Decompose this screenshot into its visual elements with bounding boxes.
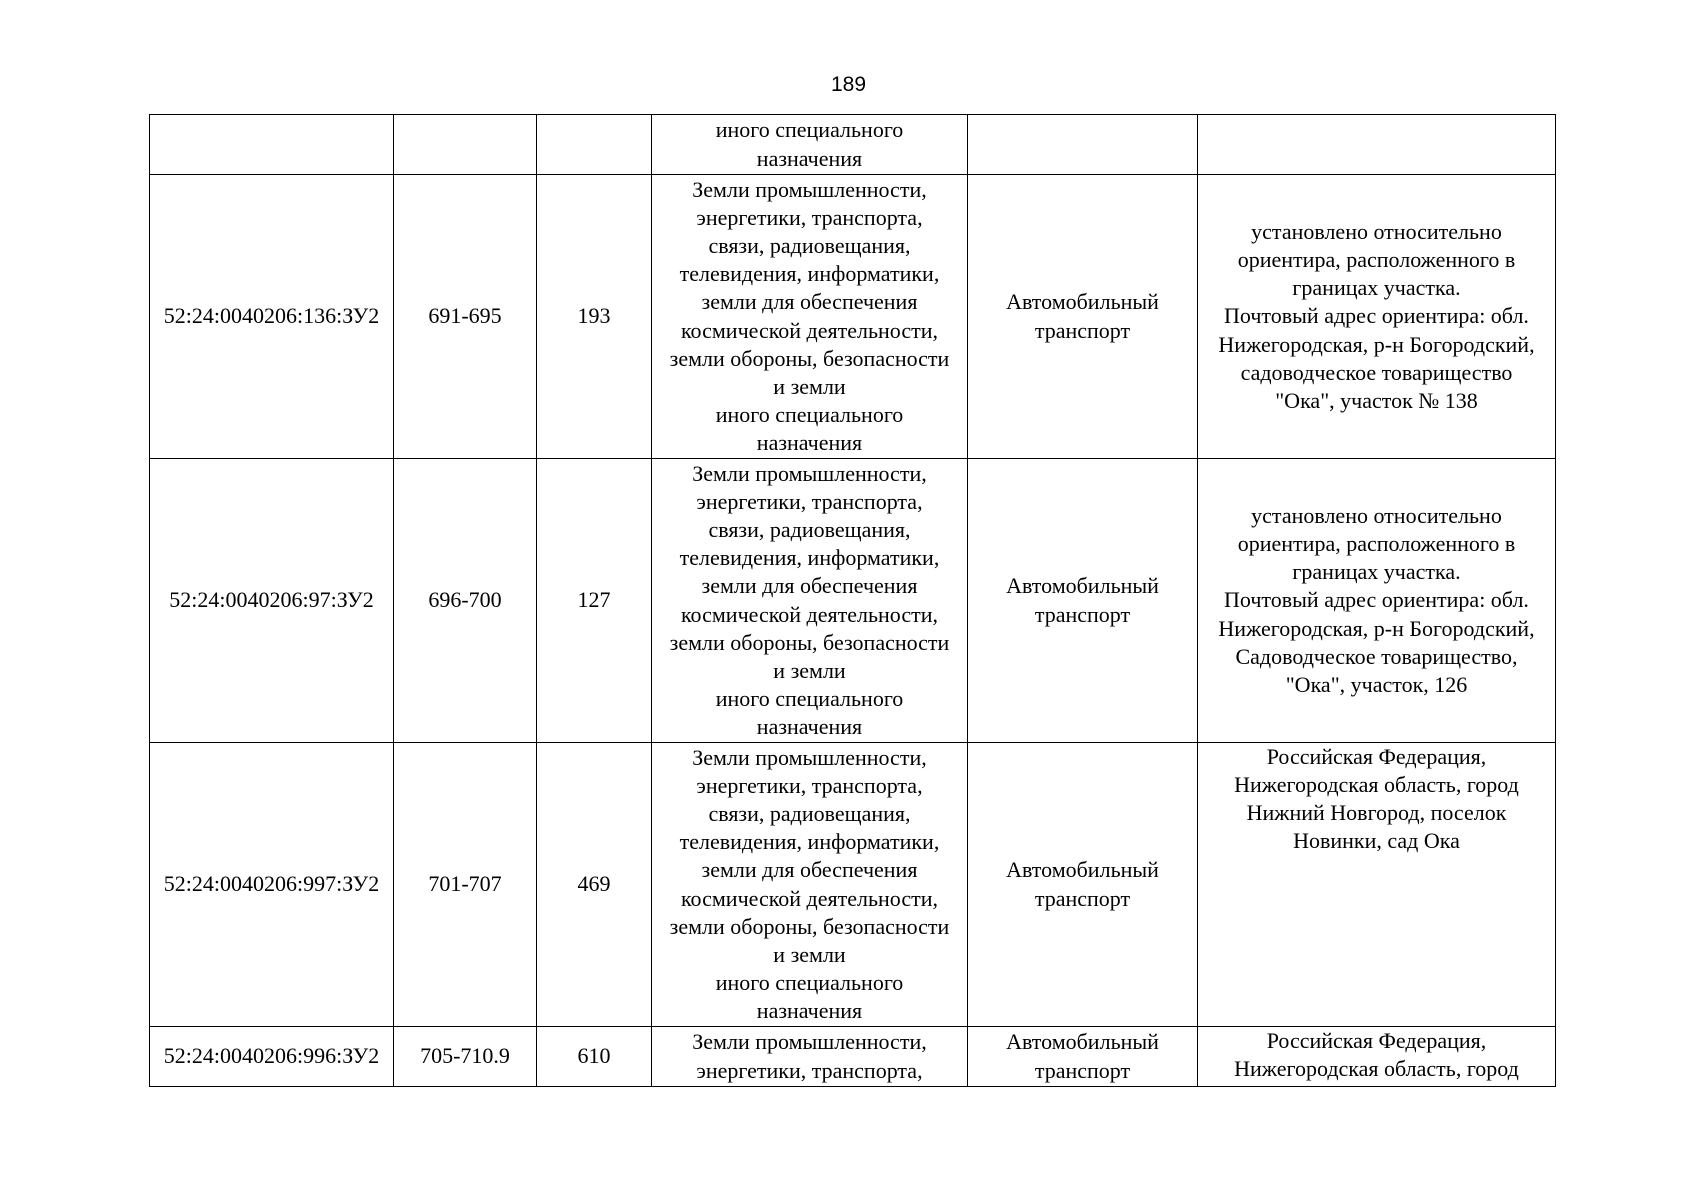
land-category-cell-line: космической деятельности, <box>680 601 938 627</box>
land-category-cell-line: телевидения, информатики, <box>679 261 940 287</box>
address-cell-line: Почтовый адрес ориентира: обл. <box>1224 303 1529 329</box>
area-cell: 127 <box>537 459 652 743</box>
table-row <box>150 459 1556 743</box>
land-category-cell-line: Земли промышленности, <box>692 461 927 487</box>
land-category-cell <box>652 115 968 175</box>
land-category-cell-line: космической деятельности, <box>680 317 938 343</box>
address-cell-line: ориентира, расположенного в <box>1237 247 1516 273</box>
address-cell-line: "Ока", участок, 126 <box>1285 671 1468 697</box>
permitted-use-cell-line: транспорт <box>1034 601 1131 627</box>
area-cell: 469 <box>537 743 652 1027</box>
address-cell-line: Нижегородская, р-н Богородский, <box>1218 331 1535 357</box>
land-category-cell-line: назначения <box>756 145 863 171</box>
land-category-cell <box>652 175 968 459</box>
address-cell-line: Нижегородская область, город <box>1234 772 1519 798</box>
address-cell-line: Нижний Новгород, поселок <box>1246 800 1507 826</box>
land-category-cell-line: земли обороны, безопасности <box>669 913 950 939</box>
permitted-use-cell-line: Автомобильный <box>1006 857 1159 883</box>
table-row <box>150 115 1556 175</box>
points-range-cell: 696-700 <box>394 459 537 743</box>
cadastral-number-cell: 52:24:0040206:136:ЗУ2 <box>150 175 394 459</box>
land-category-cell-line: иного специального <box>715 685 904 711</box>
land-category-cell-line: назначения <box>756 997 863 1023</box>
land-category-cell-line: и земли <box>773 657 846 683</box>
address-cell-line: Нижегородская область, город <box>1234 1056 1519 1082</box>
permitted-use-cell-line: транспорт <box>1034 317 1131 343</box>
area-cell <box>537 115 652 175</box>
address-cell-line: границах участка. <box>1292 559 1461 585</box>
land-category-cell-line: телевидения, информатики, <box>679 545 940 571</box>
land-category-cell-line: иного специального <box>715 969 904 995</box>
area-cell: 610 <box>537 1027 652 1087</box>
address-cell-line: Нижегородская, р-н Богородский, <box>1218 615 1535 641</box>
permitted-use-cell <box>968 459 1198 743</box>
land-category-cell-line: Земли промышленности, <box>692 1029 927 1055</box>
permitted-use-cell-line: Автомобильный <box>1006 573 1159 599</box>
permitted-use-cell <box>968 1027 1198 1087</box>
land-category-cell-line: Земли промышленности, <box>692 745 927 771</box>
land-category-cell-line: назначения <box>756 713 863 739</box>
land-category-cell-line: энергетики, транспорта, <box>696 489 923 515</box>
land-category-cell-line: и земли <box>773 941 846 967</box>
land-plots-table <box>149 114 1556 1087</box>
cadastral-number-cell: 52:24:0040206:97:ЗУ2 <box>150 459 394 743</box>
land-category-cell-line: связи, радиовещания, <box>708 233 911 259</box>
table-row <box>150 743 1556 1027</box>
cadastral-number-cell: 52:24:0040206:997:ЗУ2 <box>150 743 394 1027</box>
land-category-cell-line: иного специального <box>715 401 904 427</box>
land-category-cell-line: назначения <box>756 429 863 455</box>
land-category-cell <box>652 1027 968 1087</box>
address-cell-line: установлено относительно <box>1251 503 1502 529</box>
land-category-cell-line: энергетики, транспорта, <box>696 1057 923 1083</box>
permitted-use-cell-line: транспорт <box>1034 1057 1131 1083</box>
permitted-use-cell-line: Автомобильный <box>1006 289 1159 315</box>
points-range-cell: 701-707 <box>394 743 537 1027</box>
land-category-cell <box>652 743 968 1027</box>
page-number: 189 <box>830 73 867 96</box>
land-category-cell-line: телевидения, информатики, <box>679 829 940 855</box>
address-cell-line: Российская Федерация, <box>1266 1028 1487 1053</box>
permitted-use-cell <box>968 743 1198 1027</box>
address-cell-line: ориентира, расположенного в <box>1237 531 1516 557</box>
land-category-cell-line: земли для обеспечения <box>701 857 918 883</box>
land-category-cell <box>652 459 968 743</box>
land-category-cell-line: связи, радиовещания, <box>708 801 911 827</box>
land-category-cell-line: земли обороны, безопасности <box>669 629 950 655</box>
address-cell <box>1198 175 1556 459</box>
permitted-use-cell <box>968 175 1198 459</box>
land-category-cell-line: земли обороны, безопасности <box>669 345 950 371</box>
area-cell: 193 <box>537 175 652 459</box>
address-cell <box>1198 743 1556 1027</box>
address-cell-line: Садоводческое товарищество, <box>1235 643 1518 669</box>
address-cell-line: установлено относительно <box>1251 219 1502 245</box>
address-cell-line: границах участка. <box>1292 275 1461 301</box>
table-row <box>150 175 1556 459</box>
address-cell-line: "Ока", участок № 138 <box>1275 387 1478 413</box>
land-category-cell-line: космической деятельности, <box>680 885 938 911</box>
land-category-cell-line: иного специального <box>715 117 904 143</box>
land-category-cell-line: энергетики, транспорта, <box>696 205 923 231</box>
permitted-use-cell-line: Автомобильный <box>1006 1029 1159 1055</box>
cadastral-number-cell: 52:24:0040206:996:ЗУ2 <box>150 1027 394 1087</box>
address-cell-line: садоводческое товарищество <box>1240 359 1513 385</box>
address-cell <box>1198 1027 1556 1087</box>
points-range-cell <box>394 115 537 175</box>
address-cell-line: Новинки, сад Ока <box>1293 828 1460 854</box>
land-category-cell-line: энергетики, транспорта, <box>696 773 923 799</box>
address-cell-line: Почтовый адрес ориентира: обл. <box>1224 587 1529 613</box>
land-category-cell-line: связи, радиовещания, <box>708 517 911 543</box>
address-cell-line: Российская Федерация, <box>1266 744 1487 769</box>
table-row <box>150 1027 1556 1087</box>
address-cell <box>1198 459 1556 743</box>
points-range-cell: 691-695 <box>394 175 537 459</box>
table-body <box>150 115 1556 1087</box>
land-category-cell-line: Земли промышленности, <box>692 177 927 203</box>
land-category-cell-line: земли для обеспечения <box>701 573 918 599</box>
points-range-cell: 705-710.9 <box>394 1027 537 1087</box>
permitted-use-cell <box>968 115 1198 175</box>
land-category-cell-line: и земли <box>773 373 846 399</box>
address-cell <box>1198 115 1556 175</box>
permitted-use-cell-line: транспорт <box>1034 885 1131 911</box>
cadastral-number-cell <box>150 115 394 175</box>
land-category-cell-line: земли для обеспечения <box>701 289 918 315</box>
